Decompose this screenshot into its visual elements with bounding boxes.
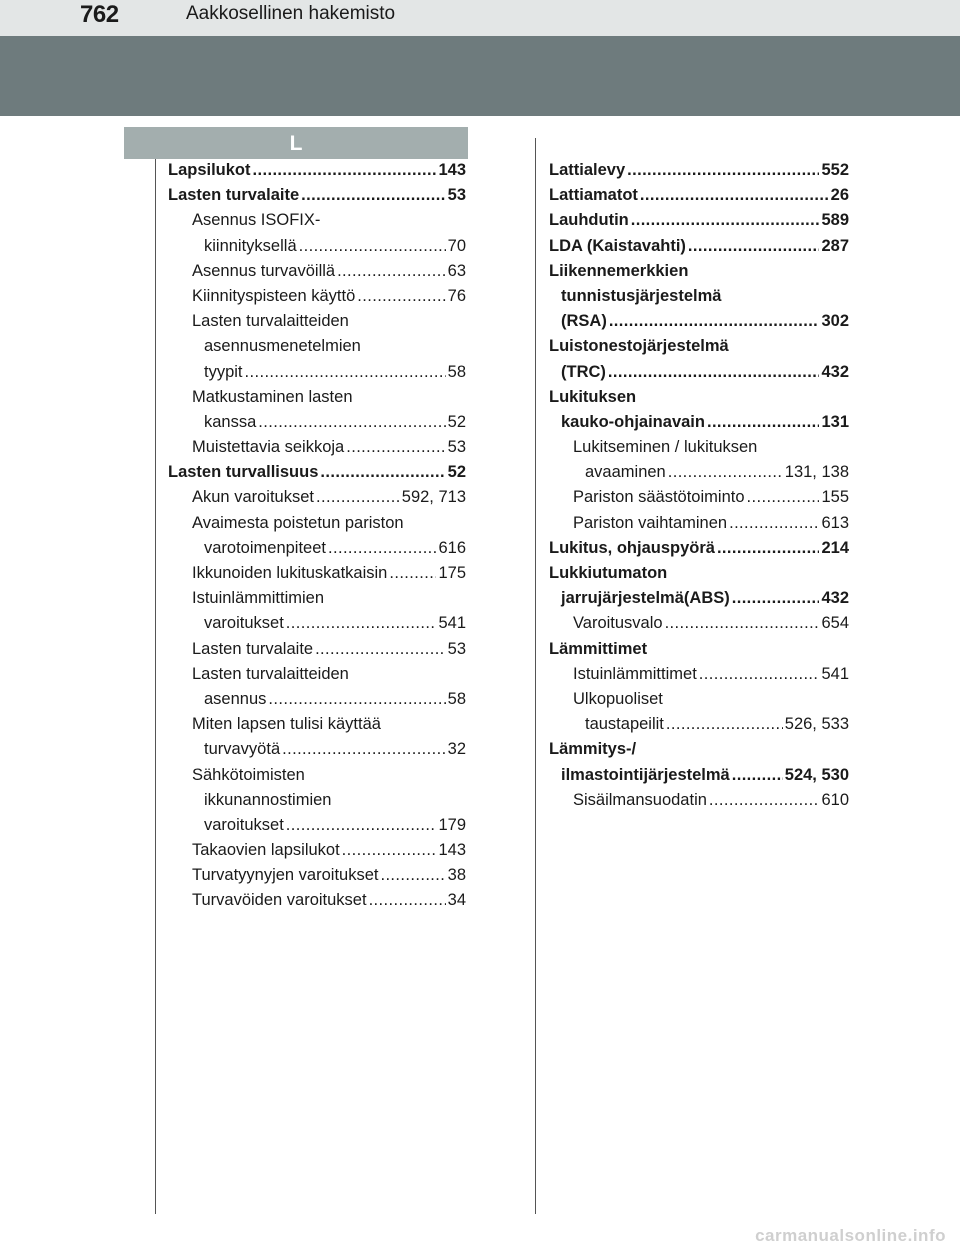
index-entry: [168, 586, 466, 611]
leader-dots: [640, 183, 829, 208]
index-entry-text: Lasten turvalaitteiden: [192, 312, 349, 331]
header-band: [0, 0, 960, 36]
index-entry: [168, 485, 466, 510]
index-entry-text: Muistettavia seikkoja: [192, 438, 345, 457]
index-entry-page: 70: [447, 236, 466, 255]
leader-dots: [688, 234, 820, 259]
leader-dots: [369, 888, 446, 913]
index-entry: [168, 460, 466, 485]
index-entry-text: Lattialevy: [549, 161, 626, 179]
index-entry: [168, 888, 466, 913]
index-entry-page: 214: [821, 538, 849, 557]
index-entry: [549, 334, 849, 359]
index-entry-page: 131: [821, 412, 849, 431]
index-entry-text: Miten lapsen tulisi käyttää: [192, 715, 381, 734]
index-entry: [549, 788, 849, 813]
leader-dots: [717, 536, 820, 561]
index-entry-page: 616: [438, 538, 466, 557]
index-entry-text: Luistonestojärjestelmä: [549, 337, 729, 356]
index-entry-page: 52: [447, 412, 466, 431]
index-entry: [549, 460, 849, 485]
index-entry-page: 610: [821, 790, 849, 809]
index-entry: [549, 208, 849, 233]
watermark: carmanualsonline.info: [755, 1226, 946, 1245]
index-entry-text: Istuinlämmittimet: [573, 664, 697, 683]
index-entry-page: 589: [821, 211, 849, 230]
index-entry-text: turvavyötä: [204, 740, 281, 759]
section-title: Aakkosellinen hakemisto: [186, 3, 396, 24]
leader-dots: [389, 561, 436, 586]
index-entry: [549, 309, 849, 334]
index-entry-text: Ulkopuoliset: [573, 689, 663, 708]
leader-dots: [320, 460, 445, 485]
index-entry-text: Lukituksen: [549, 387, 637, 406]
leader-dots: [709, 788, 820, 813]
index-entry-text: Asennus ISOFIX-: [192, 211, 321, 230]
index-entry-text: Pariston vaihtaminen: [573, 513, 728, 532]
index-entry: [168, 360, 466, 385]
index-entry-text: Lasten turvalaitteiden: [192, 664, 349, 683]
index-entry: [168, 334, 466, 359]
index-entry-page: 613: [821, 513, 849, 532]
index-entry: [168, 309, 466, 334]
index-entry: [549, 611, 849, 636]
index-entry-page: 179: [438, 815, 466, 834]
leader-dots: [328, 536, 436, 561]
index-entry-page: 131, 138: [784, 463, 849, 482]
index-entry: [549, 737, 849, 762]
index-entry: [168, 687, 466, 712]
index-entry-page: 58: [447, 689, 466, 708]
index-entry: [168, 637, 466, 662]
index-entry-page: 26: [830, 186, 849, 205]
index-entry: [168, 813, 466, 838]
index-entry-text: tyypit: [204, 362, 243, 381]
index-entry-page: 53: [447, 438, 466, 457]
index-entry-text: Akun varoitukset: [192, 488, 314, 507]
index-entry-text: (RSA): [561, 312, 607, 331]
leader-dots: [732, 586, 820, 611]
index-entry-text: Lukitus, ohjauspyörä: [549, 538, 715, 557]
index-entry-text: Avaimesta poistetun pariston: [192, 513, 404, 532]
index-entry: [168, 763, 466, 788]
index-entry-page: 34: [447, 891, 466, 910]
index-entry-text: Lukkiutumaton: [549, 564, 668, 582]
page-number: 762: [80, 1, 119, 28]
index-entry-text: Lukitseminen / lukituksen: [573, 438, 758, 457]
index-entry: [549, 561, 849, 586]
index-entry: [168, 788, 466, 813]
left-column-rule: [155, 159, 156, 1214]
leader-dots: [732, 763, 783, 788]
leader-dots: [301, 183, 446, 208]
header-banner: [0, 36, 960, 116]
index-entry: [549, 536, 849, 561]
index-entry: [168, 259, 466, 284]
leader-dots: [315, 637, 446, 662]
index-entry-text: ikkunannostimien: [204, 790, 332, 809]
index-entry: [168, 410, 466, 435]
index-entry-page: 592, 713: [401, 488, 466, 507]
leader-dots: [729, 511, 819, 536]
index-entry-text: Sisäilmansuodatin: [573, 790, 707, 809]
index-entry-page: 287: [821, 236, 849, 255]
leader-dots: [337, 259, 446, 284]
index-entry-page: 53: [447, 639, 466, 658]
index-entry-text: Lasten turvallisuus: [168, 463, 319, 482]
index-entry: [168, 435, 466, 460]
leader-dots: [316, 485, 400, 510]
index-entry: [168, 536, 466, 561]
index-entry-page: 32: [447, 740, 466, 759]
index-entry: [168, 158, 466, 183]
index-entry: [549, 284, 849, 309]
index-entry: [168, 234, 466, 259]
index-entry: [549, 158, 849, 183]
index-entry-page: 302: [821, 312, 849, 331]
index-entry-text: kanssa: [204, 412, 257, 431]
index-entry: [549, 511, 849, 536]
index-entry-text: Turvavöiden varoitukset: [192, 891, 367, 910]
index-entry-page: 654: [821, 614, 849, 633]
leader-dots: [665, 611, 820, 636]
leader-dots: [346, 435, 445, 460]
index-entry: [168, 511, 466, 536]
leader-dots: [747, 485, 820, 510]
index-entry-page: 175: [438, 564, 466, 582]
index-entry-page: 524, 530: [784, 765, 849, 784]
index-entry-text: Lapsilukot: [168, 161, 251, 179]
leader-dots: [342, 838, 437, 863]
index-entry: [168, 208, 466, 233]
index-entry: [168, 863, 466, 888]
index-entry: [549, 763, 849, 788]
index-entry-text: Lauhdutin: [549, 211, 629, 230]
index-entry: [549, 234, 849, 259]
index-entry-text: Lämmitys-/: [549, 740, 637, 759]
index-entry-page: 541: [821, 664, 849, 683]
index-entry-page: 63: [447, 261, 466, 280]
index-entry-text: taustapeilit: [585, 715, 664, 734]
index-entry: [168, 183, 466, 208]
index-column-right: [549, 158, 849, 813]
index-entry: [549, 183, 849, 208]
index-entry-text: LDA (Kaistavahti): [549, 236, 686, 255]
index-entry-text: jarrujärjestelmä(ABS): [561, 589, 730, 608]
index-entry-page: 541: [438, 614, 466, 633]
index-entry-text: asennusmenetelmien: [204, 337, 361, 356]
index-entry-text: Turvatyynyjen varoitukset: [192, 866, 379, 885]
index-entry: [549, 360, 849, 385]
index-entry: [549, 485, 849, 510]
leader-dots: [286, 813, 437, 838]
index-entry-text: tunnistusjärjestelmä: [561, 286, 722, 305]
index-entry-page: 552: [821, 161, 849, 179]
index-entry: [549, 259, 849, 284]
index-entry: [549, 687, 849, 712]
index-entry-text: varoitukset: [204, 815, 284, 834]
index-entry: [168, 611, 466, 636]
leader-dots: [282, 737, 446, 762]
index-entry-text: Liikennemerkkien: [549, 261, 689, 280]
leader-dots: [245, 360, 446, 385]
leader-dots: [666, 712, 783, 737]
index-entry-text: varotoimenpiteet: [204, 538, 326, 557]
index-entry-text: Istuinlämmittimien: [192, 589, 325, 608]
index-entry-text: varoitukset: [204, 614, 284, 633]
index-entry-text: Varoitusvalo: [573, 614, 663, 633]
index-entry-text: Ikkunoiden lukituskatkaisin: [192, 564, 388, 582]
index-entry-text: Lattiamatot: [549, 186, 638, 205]
index-entry-page: 432: [821, 589, 849, 608]
index-entry: [549, 637, 849, 662]
leader-dots: [707, 410, 820, 435]
index-entry: [549, 410, 849, 435]
index-entry: [168, 737, 466, 762]
letter-heading: L: [124, 127, 468, 159]
leader-dots: [609, 309, 820, 334]
index-entry-page: 143: [438, 161, 466, 179]
index-entry-text: Lasten turvalaite: [168, 186, 300, 205]
index-entry-text: Takaovien lapsilukot: [192, 841, 340, 860]
index-entry-text: kauko-ohjainavain: [561, 412, 705, 431]
index-entry: [549, 662, 849, 687]
index-entry-page: 526, 533: [784, 715, 849, 734]
index-entry-page: 38: [447, 866, 466, 885]
leader-dots: [668, 460, 783, 485]
index-entry-text: Lasten turvalaite: [192, 639, 314, 658]
index-entry-text: Sähkötoimisten: [192, 765, 305, 784]
index-entry: [549, 385, 849, 410]
index-entry: [168, 284, 466, 309]
index-entry: [168, 712, 466, 737]
index-entry-text: Asennus turvavöillä: [192, 261, 336, 280]
leader-dots: [286, 611, 437, 636]
index-entry-page: 76: [447, 286, 466, 305]
index-entry: [549, 435, 849, 460]
leader-dots: [268, 687, 445, 712]
column-divider: [535, 138, 536, 1214]
index-entry: [168, 561, 466, 586]
index-entry-text: Pariston säästötoiminto: [573, 488, 745, 507]
leader-dots: [631, 208, 820, 233]
index-entry-page: 143: [438, 841, 466, 860]
index-entry-page: 53: [447, 186, 466, 205]
index-entry-page: 432: [821, 362, 849, 381]
index-entry-text: kiinnityksellä: [204, 236, 297, 255]
leader-dots: [380, 863, 445, 888]
index-entry: [549, 712, 849, 737]
index-entry: [168, 385, 466, 410]
index-entry-page: 52: [447, 463, 466, 482]
leader-dots: [253, 158, 437, 183]
leader-dots: [627, 158, 819, 183]
leader-dots: [299, 234, 446, 259]
index-entry-text: Kiinnityspisteen käyttö: [192, 286, 356, 305]
leader-dots: [608, 360, 820, 385]
index-entry-text: Matkustaminen lasten: [192, 387, 353, 406]
index-entry-text: asennus: [204, 689, 267, 708]
index-entry: [168, 838, 466, 863]
index-entry-text: Lämmittimet: [549, 639, 648, 658]
index-entry: [168, 662, 466, 687]
index-entry-text: avaaminen: [585, 463, 666, 482]
index-entry-page: 155: [821, 488, 849, 507]
index-entry-text: (TRC): [561, 362, 606, 381]
leader-dots: [699, 662, 820, 687]
leader-dots: [357, 284, 445, 309]
index-entry-text: ilmastointijärjestelmä: [561, 765, 730, 784]
index-entry-page: 58: [447, 362, 466, 381]
index-entry: [549, 586, 849, 611]
index-column-left: [168, 158, 466, 914]
leader-dots: [258, 410, 445, 435]
